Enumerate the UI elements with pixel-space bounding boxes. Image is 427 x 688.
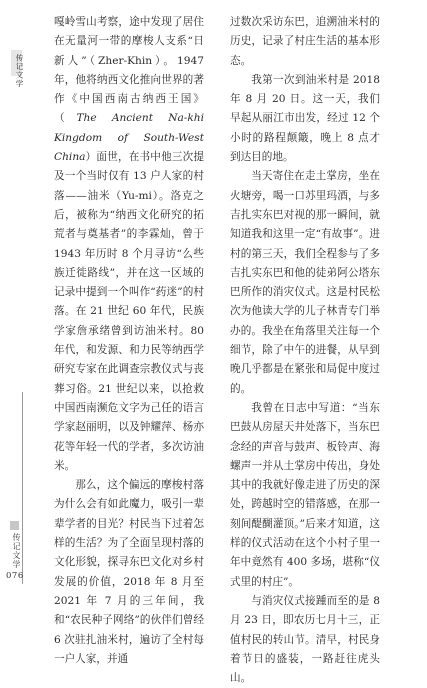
paragraph: 我曾在日志中写道：“当东巴鼓从房屋天井处落下，当东巴念经的声音与鼓声、板铃声、海螺声一并从土掌房中传出，身处其中的我就好像走进了历史的深处，跨越时空的错落感，在那一刻间醍醐灌顶。”后来才知道，这样的仪式活动在这个小村子里一年中竟然有 400 多场，堪称“仪式里的村庄”。 — [230, 401, 380, 588]
section-label: 传记文学 — [12, 533, 21, 569]
right-column — [230, 13, 380, 688]
section-marker — [10, 521, 19, 530]
paragraph — [54, 13, 204, 476]
left-column — [54, 13, 204, 669]
paragraph: 过数次采访东巴，追溯油米村的历史，记录了村庄生活的基本形态。 — [230, 16, 380, 67]
paragraph: 与消灾仪式接踵而至的是 8 月 23 日，即农历七月十三，正值村民的转山节。清早，村民身着节日的盛装，一路赶往虎头山。 — [230, 594, 380, 685]
paragraph-text: ）面世，在书中他三次提及一个当时仅有 13 户人家的村落——油米（Yu-mi）。洛克之后，被称为“纳西文化研究的拓荒者与奠基者”的李霖灿，曾于 1943 年历时 8 个月寻访“么些族迁徙路线”，并在这一区域的记录中提到一个叫作“药迷”的村落。在 21 世纪 60 年代，民族学家詹承绪曾到访油米村。80 年代，和发源、和力民等纳西学研究专家在此调查宗教仪式与丧葬习俗。21 世纪以来，以抢救中国西南濒危文字为己任的语言学家赵丽明，以及钟耀萍、杨亦花等年轻一代的学者，多次访油米。 — [54, 151, 204, 472]
side-rule — [22, 392, 23, 584]
paragraph-text: 嘎岭雪山考察，途中发现了居住在无量河一带的摩梭人支系“日新人”（Zher-Khin）。1947 年，他将纳西文化推向世界的著作《中国西南古纳西王国》（ — [54, 16, 204, 125]
paragraph: 我第一次到油米村是 2018 年 8 月 20 日。这一天，我们早起从丽江市出发，经过 12 个小时的路程颠簸，晚上 8 点才到达目的地。 — [230, 73, 380, 164]
running-header: 传记文学 — [15, 54, 24, 88]
page-number: 076 — [6, 571, 24, 581]
paragraph: 那么，这个偏远的摩梭村落为什么会有如此魔力，吸引一辈辈学者的目光？村民当下过着怎样的生活？为了全面呈现村落的文化形貌，探寻东巴文化对乡村发展的价值，2018 年 8 月至 2021 年 7 月的三年间，我和“农民种子网络”的伙伴们曾经 6 次驻扎油米村，遍访了全村每一户人家，并通 — [54, 479, 204, 665]
paragraph: 当天寄住在走土掌房，坐在火塘旁，喝一口苏里玛酒，与多吉扎实东巴对视的那一瞬间，就知道我和这里一定“有故事”。进村的第三天，我们全程参与了多吉扎实东巴和他的徒弟阿公塔东巴所作的消灾仪式。这是村民松次为他读大学的儿子林青专门举办的。我坐在角落里关注每一个细节，除了中午的进餐，从早到晚几乎都是在紧张和局促中度过的。 — [230, 170, 380, 395]
book-title-english: The Ancient Na-khi Kingdom of South-West China — [54, 112, 204, 164]
